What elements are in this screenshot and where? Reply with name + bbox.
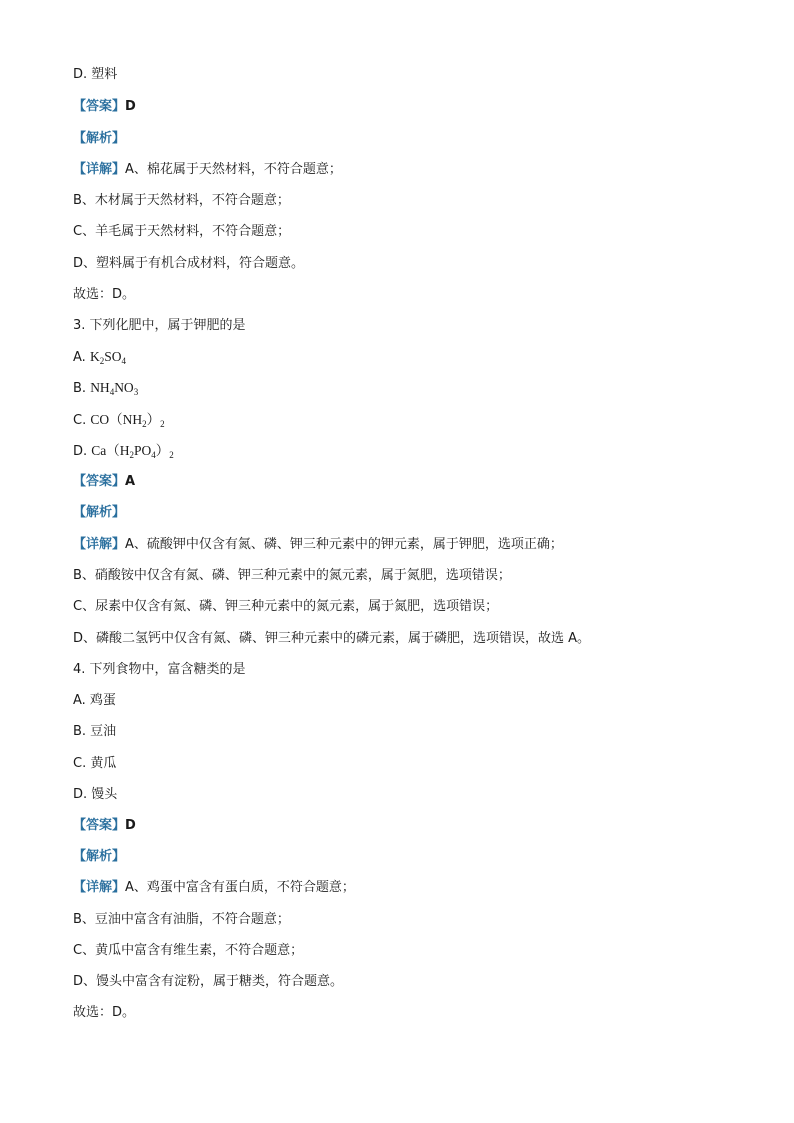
formula-k2so4: $K_2SO_4$ (89, 349, 126, 366)
formula-urea: $CO(NH_2)_2$ (90, 412, 165, 429)
q4-detail-c: C、黄瓜中富含有维生素，不符合题意； (73, 943, 304, 958)
q3-option-b (73, 379, 138, 398)
detail-text: A、鸡蛋中富含有蛋白质，不符合题意； (125, 880, 355, 895)
q2-answer (73, 98, 136, 116)
q2-conclusion: 故选：D。 (73, 287, 136, 302)
q4-detail-a (73, 879, 355, 897)
detail-text: A、硫酸钾中仅含有氮、磷、钾三种元素中的钾元素，属于钾肥，选项正确； (125, 537, 563, 552)
q4-option-b: B. 豆油 (73, 724, 117, 739)
q2-detail-c: C、羊毛属于天然材料，不符合题意； (73, 224, 291, 239)
detail-text: A、棉花属于天然材料，不符合题意； (125, 162, 342, 177)
q3-detail-a (73, 536, 563, 554)
q2-detail-a (73, 161, 342, 179)
q4-analysis-label: 【解析】 (73, 849, 126, 864)
q3-analysis-label: 【解析】 (73, 505, 126, 520)
q3-option-c (73, 411, 165, 430)
answer-value: D (125, 99, 136, 114)
option-prefix: D. (73, 444, 92, 459)
q3-option-d (73, 442, 174, 461)
answer-label: 【答案】 (73, 99, 126, 114)
answer-value: A (125, 474, 136, 489)
formula-nh4no3: $NH_4NO_3$ (90, 380, 139, 397)
answer-label: 【答案】 (73, 818, 126, 833)
q4-option-d: D. 馒头 (73, 787, 118, 802)
q4-detail-b: B、豆油中富含有油脂，不符合题意； (73, 912, 290, 927)
option-prefix: B. (73, 381, 91, 396)
q3-detail-c: C、尿素中仅含有氮、磷、钾三种元素中的氮元素，属于氮肥，选项错误； (73, 599, 499, 614)
q4-conclusion: 故选：D。 (73, 1005, 136, 1020)
q4-detail-d: D、馒头中富含有淀粉，属于糖类，符合题意。 (73, 974, 344, 989)
q3-answer (73, 473, 135, 491)
q2-detail-b: B、木材属于天然材料，不符合题意； (73, 193, 290, 208)
q3-option-a (73, 348, 126, 367)
q2-analysis-label: 【解析】 (73, 131, 126, 146)
detail-label: 【详解】 (73, 537, 126, 552)
option-prefix: A. (73, 350, 90, 365)
formula-ca-h2po4-2: $Ca(H_2PO_4)_2$ (91, 443, 174, 460)
q3-detail-b: B、硝酸铵中仅含有氮、磷、钾三种元素中的氮元素，属于氮肥，选项错误； (73, 568, 511, 583)
answer-value: D (125, 818, 136, 833)
q4-option-c: C. 黄瓜 (73, 756, 117, 771)
detail-label: 【详解】 (73, 162, 126, 177)
q3-stem: 3. 下列化肥中，属于钾肥的是 (73, 318, 246, 333)
q4-option-a: A. 鸡蛋 (73, 693, 116, 708)
q4-stem: 4. 下列食物中，富含糖类的是 (73, 662, 246, 677)
q2-detail-d: D、塑料属于有机合成材料，符合题意。 (73, 256, 305, 271)
q2-option-d: D. 塑料 (73, 67, 118, 82)
detail-label: 【详解】 (73, 880, 126, 895)
q4-answer (73, 817, 136, 835)
option-prefix: C. (73, 413, 91, 428)
q3-detail-d: D、磷酸二氢钙中仅含有氮、磷、钾三种元素中的磷元素，属于磷肥，选项错误，故选 A。 (73, 631, 591, 646)
answer-label: 【答案】 (73, 474, 126, 489)
